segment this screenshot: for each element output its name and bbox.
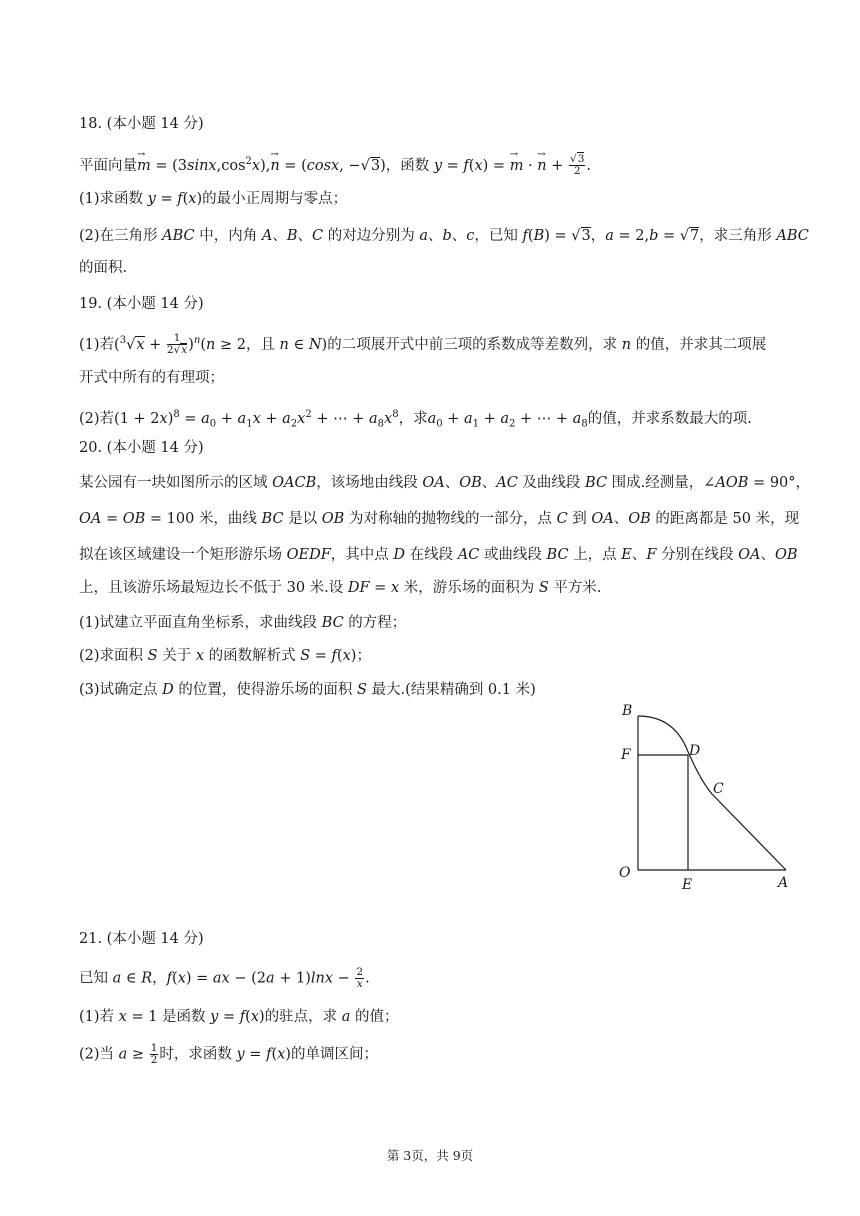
label-A: A <box>778 875 789 891</box>
label-O: O <box>619 865 631 881</box>
q20-line2: OA = OB = 100 米，曲线 BC 是以 OB 为对称轴的抛物线的一部分，点 C 到 OA、OB 的距离都是 50 米，现 <box>79 511 800 527</box>
label-D: D <box>689 743 701 759</box>
label-F: F <box>621 747 631 763</box>
q19-part2: (2)若$(1 + 2x)^8 = a_0 + a_1x + a_2x^2$ + ⋯ + $a_8x^8$，求$a_0 + a_1 + a_2$ + ⋯ + $a_8$的值，并求系数最大的项. <box>79 409 752 430</box>
q18-part2-cont: 的面积. <box>79 260 128 276</box>
q20-part3: (3)试确定点 D 的位置，使得游乐场的面积 S 最大.(结果精确到 0.1 米) <box>79 682 536 698</box>
q19-part1: (1)若($^3$√x + $\frac{1}{2√x}$ )$^n$(n ≥ 2，且 n ∈ N)的二项展开式中前三项的系数成等差数列，求 n 的值，并求其二项展 <box>79 332 767 357</box>
q21-statement: 已知 a ∈ R，f(x) = ax − (2a + 1)lnx − $\frac{2}{x}$ . <box>79 966 370 990</box>
q21-part2: (2)当 a ≥ $\frac{1}{2}$ 时，求函数 y = f(x)的单调区间； <box>79 1042 378 1066</box>
q21-part1: (1)若 x = 1 是函数 y = f(x)的驻点，求 a 的值； <box>79 1009 399 1025</box>
label-B: B <box>622 703 633 719</box>
q20-part2: (2)求面积 S 关于 x 的函数解析式 S = f(x)； <box>79 648 371 664</box>
q20-line4: 上，且该游乐场最短边长不低于 30 米.设 DF = x 米，游乐场的面积为 S 平方米. <box>79 580 602 596</box>
q21-heading: 21. (本小题 14 分) <box>79 931 204 947</box>
q20-heading: 20. (本小题 14 分) <box>79 440 204 456</box>
page-footer: 第 3页，共 9页 <box>386 1148 474 1163</box>
region-figure <box>612 700 802 900</box>
label-C: C <box>713 781 724 797</box>
q20-line1: 某公园有一块如图所示的区域 OACB，该场地由线段 OA、OB、AC 及曲线段 BC 围成.经测量，∠AOB = 90°， <box>79 475 811 491</box>
q18-part2: (2)在三角形 ABC 中，内角 A、B、C 的对边分别为 a、b、c，已知 f(B) = √3，a = 2,b = √7，求三角形 ABC <box>79 228 809 244</box>
q19-part1-cont: 开式中所有的有理项； <box>79 370 224 386</box>
label-E: E <box>682 877 693 893</box>
q20-line3: 拟在该区域建设一个矩形游乐场 OEDF，其中点 D 在线段 AC 或曲线段 BC 上，点 E、F 分别在线段 OA、OB <box>79 547 798 563</box>
q20-part1: (1)试建立平面直角坐标系，求曲线段 BC 的方程； <box>79 615 407 631</box>
q18-statement: 平面向量→ $m = (3\sin x,\cos^2x),\to n = (\cos x$, −√3)，函数 y = f(x) = → m · → n + $\frac{√3}{2}$ . <box>79 152 591 177</box>
q19-heading: 19. (本小题 14 分) <box>79 296 204 312</box>
q18-heading: 18. (本小题 14 分) <box>79 116 204 132</box>
q18-part1: (1)求函数 y = f(x)的最小正周期与零点； <box>79 191 348 207</box>
curve-BC-and-segment-CA <box>638 716 786 870</box>
